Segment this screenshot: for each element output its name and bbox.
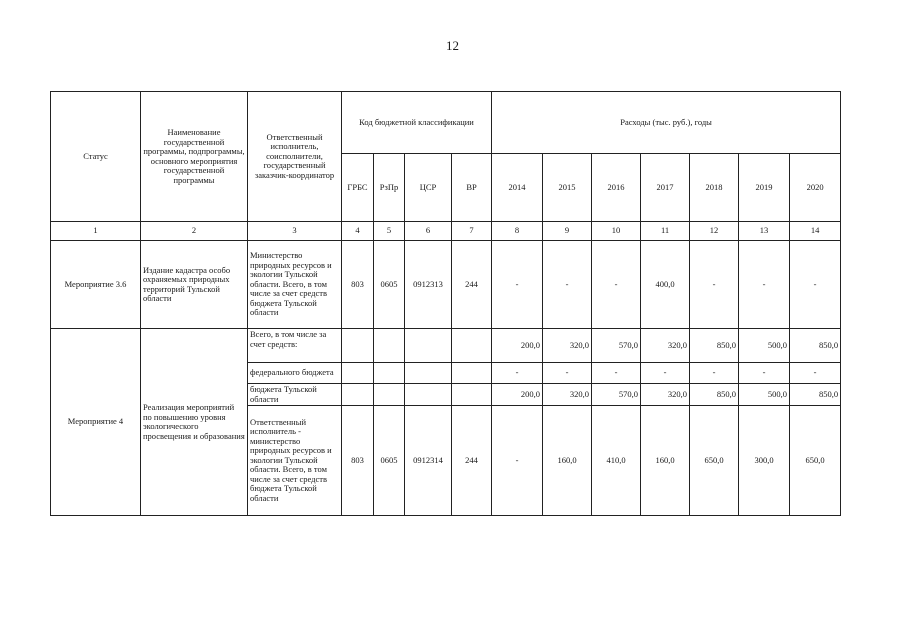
measure-3-6-name: Издание кадастра особо охраняемых природных территорий Тульской области xyxy=(141,241,248,329)
csr-cell: 0912313 xyxy=(405,241,452,329)
vr-cell xyxy=(452,329,492,363)
rzpr-cell xyxy=(374,363,405,384)
header-year: 2015 xyxy=(543,154,592,222)
header-grbs: ГРБС xyxy=(342,154,374,222)
row-label: федерального бюджета xyxy=(248,363,342,384)
value-cell: 500,0 xyxy=(739,329,790,363)
value-cell: 200,0 xyxy=(492,384,543,406)
value-cell: 570,0 xyxy=(592,329,641,363)
value-cell: - xyxy=(492,363,543,384)
column-number: 12 xyxy=(690,222,739,241)
value-cell: - xyxy=(592,363,641,384)
measure-3-6-responsible: Министерство природных ресурсов и экологии Тульской области. Всего, в том числе за счет средств бюджета Тульской области xyxy=(248,241,342,329)
value-cell: - xyxy=(790,241,841,329)
budget-table xyxy=(50,91,841,516)
rzpr-cell xyxy=(374,384,405,406)
column-number: 13 xyxy=(739,222,790,241)
value-cell: - xyxy=(690,363,739,384)
measure-4-status: Мероприятие 4 xyxy=(51,329,141,516)
column-number: 9 xyxy=(543,222,592,241)
rzpr-cell: 0605 xyxy=(374,241,405,329)
column-number-row xyxy=(51,222,841,241)
value-cell: 320,0 xyxy=(641,384,690,406)
header-vr: ВР xyxy=(452,154,492,222)
value-cell: - xyxy=(790,363,841,384)
value-cell: - xyxy=(543,241,592,329)
header-expenses: Расходы (тыс. руб.), годы xyxy=(492,92,841,154)
value-cell: - xyxy=(739,241,790,329)
header-year: 2019 xyxy=(739,154,790,222)
grbs-cell: 803 xyxy=(342,241,374,329)
csr-cell xyxy=(405,329,452,363)
column-number: 6 xyxy=(405,222,452,241)
value-cell: 320,0 xyxy=(543,329,592,363)
vr-cell xyxy=(452,363,492,384)
grbs-cell xyxy=(342,384,374,406)
header-year: 2020 xyxy=(790,154,841,222)
value-cell: 410,0 xyxy=(592,406,641,516)
value-cell: 850,0 xyxy=(690,329,739,363)
column-number: 11 xyxy=(641,222,690,241)
header-year: 2016 xyxy=(592,154,641,222)
value-cell: - xyxy=(492,241,543,329)
rzpr-cell xyxy=(374,329,405,363)
header-csr: ЦСР xyxy=(405,154,452,222)
column-number: 4 xyxy=(342,222,374,241)
row-label: Ответственный исполнитель - министерство природных ресурсов и экологии Тульской области. Всего, в том числе за счет средств бюджета Тульской области xyxy=(248,406,342,516)
header-status: Статус xyxy=(51,92,141,222)
csr-cell xyxy=(405,363,452,384)
grbs-cell xyxy=(342,363,374,384)
value-cell: 400,0 xyxy=(641,241,690,329)
value-cell: - xyxy=(641,363,690,384)
row-label: Всего, в том числе за счет средств: xyxy=(248,329,342,363)
column-number: 2 xyxy=(141,222,248,241)
header-rzpr: РзПр xyxy=(374,154,405,222)
value-cell: 850,0 xyxy=(790,329,841,363)
grbs-cell xyxy=(342,329,374,363)
value-cell: 650,0 xyxy=(790,406,841,516)
vr-cell: 244 xyxy=(452,406,492,516)
value-cell: 850,0 xyxy=(690,384,739,406)
csr-cell xyxy=(405,384,452,406)
table-row xyxy=(51,241,841,329)
value-cell: 850,0 xyxy=(790,384,841,406)
value-cell: 650,0 xyxy=(690,406,739,516)
page-number: 12 xyxy=(446,38,459,53)
value-cell: 320,0 xyxy=(543,384,592,406)
value-cell: 160,0 xyxy=(543,406,592,516)
column-number: 7 xyxy=(452,222,492,241)
column-number: 8 xyxy=(492,222,543,241)
rzpr-cell: 0605 xyxy=(374,406,405,516)
table-row xyxy=(51,329,841,363)
measure-3-6-status: Мероприятие 3.6 xyxy=(51,241,141,329)
value-cell: - xyxy=(592,241,641,329)
measure-4-name: Реализация мероприятий по повышению уровня экологического просвещения и образования xyxy=(141,329,248,516)
column-number: 14 xyxy=(790,222,841,241)
row-label: бюджета Тульской области xyxy=(248,384,342,406)
header-year: 2018 xyxy=(690,154,739,222)
header-year: 2017 xyxy=(641,154,690,222)
value-cell: - xyxy=(739,363,790,384)
value-cell: 160,0 xyxy=(641,406,690,516)
value-cell: - xyxy=(543,363,592,384)
column-number: 10 xyxy=(592,222,641,241)
header-responsible: Ответственный исполнитель, соисполнители, государственный заказчик-координатор xyxy=(248,92,342,222)
value-cell: 570,0 xyxy=(592,384,641,406)
value-cell: 500,0 xyxy=(739,384,790,406)
grbs-cell: 803 xyxy=(342,406,374,516)
header-year: 2014 xyxy=(492,154,543,222)
value-cell: 320,0 xyxy=(641,329,690,363)
header-budget-code: Код бюджетной классификации xyxy=(342,92,492,154)
value-cell: 300,0 xyxy=(739,406,790,516)
header-name: Наименование государственной программы, подпрограммы, основного мероприятия государственной программы xyxy=(141,92,248,222)
vr-cell: 244 xyxy=(452,241,492,329)
csr-cell: 0912314 xyxy=(405,406,452,516)
value-cell: 200,0 xyxy=(492,329,543,363)
value-cell: - xyxy=(492,406,543,516)
vr-cell xyxy=(452,384,492,406)
value-cell: - xyxy=(690,241,739,329)
column-number: 1 xyxy=(51,222,141,241)
column-number: 5 xyxy=(374,222,405,241)
column-number: 3 xyxy=(248,222,342,241)
